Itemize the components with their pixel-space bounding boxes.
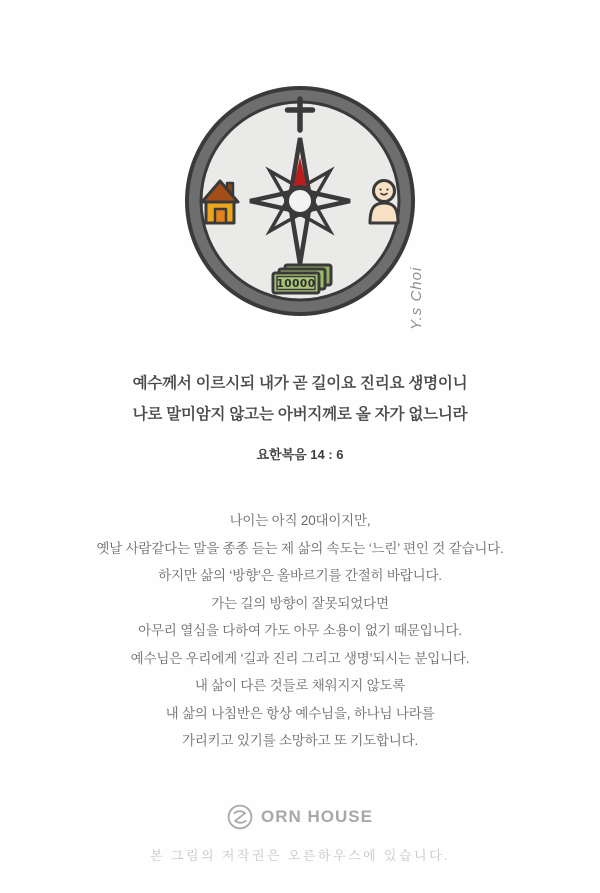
reflection-text xyxy=(0,507,600,755)
reflection-line: 예수님은 우리에게 ‘길과 진리 그리고 생명’되시는 분입니다. xyxy=(130,650,470,666)
money-amount-label: 10000 xyxy=(276,278,316,290)
reflection-line: 아무리 열심을 다하여 가도 아무 소용이 없기 때문입니다. xyxy=(138,623,462,638)
money-icon xyxy=(273,265,331,293)
reflection-line: 하지만 삶의 ‘방향’은 올바르기를 간절히 바랍니다. xyxy=(158,568,442,583)
artist-signature: Y.s Choi xyxy=(408,266,425,330)
bible-verse xyxy=(0,368,600,430)
verse-line-2: 나로 말미암지 않고는 아버지께로 올 자가 없느니라 xyxy=(132,406,468,423)
compass-hub xyxy=(287,188,314,215)
brand-name: ORN HOUSE xyxy=(261,806,373,826)
brand-logo xyxy=(0,804,600,830)
verse-reference: 요한복음 14 : 6 xyxy=(256,447,344,462)
verse-line-1: 예수께서 이르시되 내가 곧 길이요 진리요 생명이니 xyxy=(132,375,468,392)
reflection-line: 내 삶이 다른 것들로 채워지지 않도록 xyxy=(194,678,406,693)
reflection-line: 옛날 사람같다는 말을 종종 듣는 제 삶의 속도는 ‘느린’ 편인 것 같습니다. xyxy=(96,540,504,556)
reflection-line: 가는 길의 방향이 잘못되었다면 xyxy=(211,595,389,611)
reflection-line: 내 삶의 나침반은 항상 예수님을, 하나님 나라를 xyxy=(165,705,435,721)
reflection-line: 가리키고 있기를 소망하고 또 기도합니다. xyxy=(181,733,419,748)
copyright-notice: 본 그림의 저작권은 오른하우스에 있습니다. xyxy=(150,847,450,863)
orn-house-logo-icon xyxy=(227,804,253,830)
reflection-line: 나이는 아직 20대이지만, xyxy=(229,513,371,528)
compass-drawing xyxy=(182,83,418,319)
compass-illustration xyxy=(0,0,600,340)
